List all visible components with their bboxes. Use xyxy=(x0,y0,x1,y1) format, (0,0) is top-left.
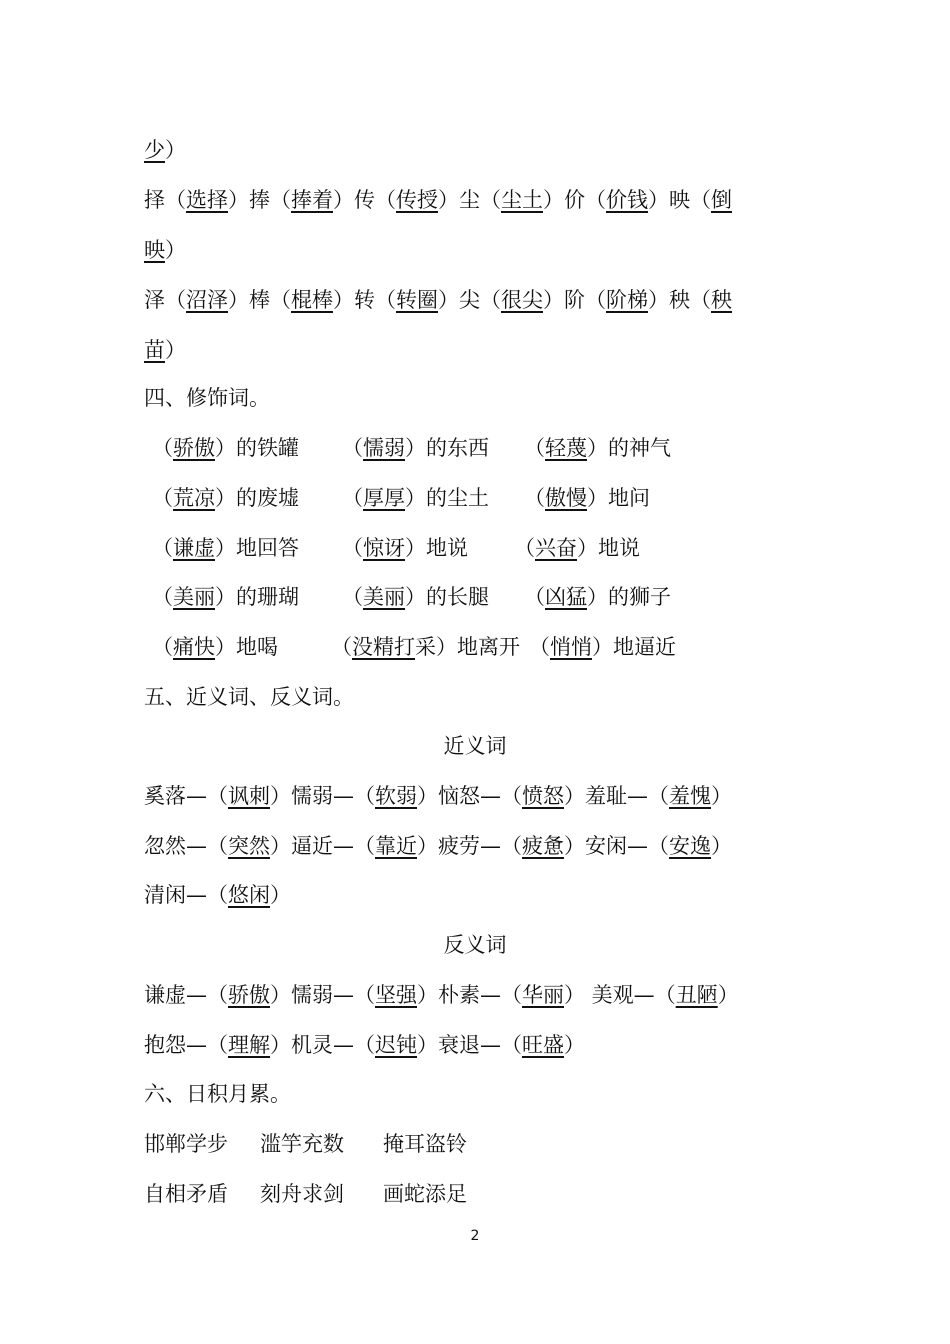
text-segment: ）疲劳—（ xyxy=(417,834,522,858)
text-segment: ）地回答 xyxy=(215,536,299,560)
text-segment: ）懦弱—（ xyxy=(270,784,375,808)
answer-word: 映 xyxy=(144,238,165,262)
pairs-line-4 xyxy=(144,330,186,370)
text-segment: 泽（ xyxy=(144,288,186,312)
pairs-line-0 xyxy=(144,130,186,170)
answer-word: 尘土 xyxy=(501,188,543,212)
answer-word: 沼泽 xyxy=(186,288,228,312)
text-segment: ）的尘土 xyxy=(405,486,489,510)
text-segment: （ xyxy=(342,436,363,460)
text-segment: （ xyxy=(342,536,363,560)
synonym-row-1 xyxy=(144,776,732,816)
answer-word: 旺盛 xyxy=(522,1033,564,1057)
idiom: 画蛇添足 xyxy=(383,1182,467,1206)
synonym-row-2 xyxy=(144,826,732,866)
text-segment: 抱怨—（ xyxy=(144,1033,228,1057)
answer-word: 悠闲 xyxy=(228,883,270,907)
answer-word: 愤怒 xyxy=(522,784,564,808)
text-segment: （ xyxy=(152,536,173,560)
text-segment: ）映（ xyxy=(648,188,711,212)
text-segment: ）地逼近 xyxy=(592,635,676,659)
text-segment: （ xyxy=(152,436,173,460)
answer-word: 美丽 xyxy=(363,585,405,609)
section4-heading: 四、修饰词。 xyxy=(144,386,270,410)
pairs-line-1 xyxy=(144,180,732,220)
text-segment: ） xyxy=(717,983,739,1007)
antonym-row-1 xyxy=(144,975,739,1015)
answer-word: 坚强 xyxy=(375,983,417,1007)
text-segment: （ xyxy=(152,486,173,510)
answer-word: 丑陋 xyxy=(675,983,718,1007)
text-segment: （ xyxy=(342,486,363,510)
text-segment: ）秧（ xyxy=(648,288,711,312)
answer-word: 很尖 xyxy=(501,288,543,312)
text-segment: ）价（ xyxy=(543,188,606,212)
text-segment: （ xyxy=(331,635,352,659)
text-segment: ）的铁罐 xyxy=(215,436,299,460)
answer-word: 迟钝 xyxy=(375,1033,417,1057)
answer-word: 苗 xyxy=(144,338,165,362)
answer-word: 傲慢 xyxy=(545,486,587,510)
text-segment: ）传（ xyxy=(333,188,396,212)
answer-word: 选择 xyxy=(186,188,228,212)
answer-word: 安逸 xyxy=(669,834,711,858)
text-segment: （ xyxy=(524,486,545,510)
answer-word: 秧 xyxy=(711,288,732,312)
text-segment: ） xyxy=(165,138,186,162)
text-segment: ）转（ xyxy=(333,288,396,312)
text-segment: （ xyxy=(514,536,535,560)
text-segment: （ xyxy=(152,585,173,609)
answer-word: 荒凉 xyxy=(173,486,215,510)
text-segment: ）安闲—（ xyxy=(564,834,669,858)
text-segment: ）机灵—（ xyxy=(270,1033,375,1057)
antonym-row-2 xyxy=(144,1025,585,1065)
answer-word: 悄悄 xyxy=(550,635,592,659)
page-number: 2 xyxy=(470,1228,480,1244)
text-segment: ）地说 xyxy=(405,536,468,560)
text-segment: ）的废墟 xyxy=(215,486,299,510)
text-segment: ）的神气 xyxy=(587,436,671,460)
pairs-line-2 xyxy=(144,230,186,270)
answer-word: 捧着 xyxy=(291,188,333,212)
text-segment: ）朴素—（ xyxy=(417,983,522,1007)
text-segment: ） xyxy=(270,883,291,907)
answer-word: 转圈 xyxy=(396,288,438,312)
answer-word: 阶梯 xyxy=(606,288,648,312)
idiom: 刻舟求剑 xyxy=(260,1182,344,1206)
text-segment: ）地喝 xyxy=(215,635,278,659)
text-segment: ）逼近—（ xyxy=(270,834,375,858)
answer-word: 突然 xyxy=(228,834,270,858)
text-segment: 择（ xyxy=(144,188,186,212)
text-segment: ）的狮子 xyxy=(587,585,671,609)
text-segment: ）的东西 xyxy=(405,436,489,460)
answer-word: 惊讶 xyxy=(363,536,405,560)
text-segment: 谦虚—（ xyxy=(144,983,228,1007)
text-segment: ） xyxy=(564,1033,585,1057)
text-segment: ）阶（ xyxy=(543,288,606,312)
text-segment: （ xyxy=(342,585,363,609)
text-segment: 清闲—（ xyxy=(144,883,228,907)
pairs-line-3 xyxy=(144,280,732,320)
text-segment: 奚落—（ xyxy=(144,784,228,808)
text-segment: ） 美观—（ xyxy=(564,983,676,1007)
answer-word: 厚厚 xyxy=(363,486,405,510)
answer-word: 懦弱 xyxy=(363,436,405,460)
text-segment: ）地问 xyxy=(587,486,650,510)
answer-word: 少 xyxy=(144,138,165,162)
text-segment: ）恼怒—（ xyxy=(417,784,522,808)
idiom: 滥竽充数 xyxy=(260,1132,344,1156)
text-segment: ）棒（ xyxy=(228,288,291,312)
text-segment: 采）地离开 xyxy=(415,635,520,659)
answer-word: 靠近 xyxy=(375,834,417,858)
answer-word: 疲惫 xyxy=(522,834,564,858)
answer-word: 骄傲 xyxy=(228,983,270,1007)
text-segment: （ xyxy=(524,585,545,609)
section6-heading: 六、日积月累。 xyxy=(144,1082,291,1106)
answer-word: 轻蔑 xyxy=(545,436,587,460)
answer-word: 软弱 xyxy=(375,784,417,808)
text-segment: ）尖（ xyxy=(438,288,501,312)
answer-word: 谦虚 xyxy=(173,536,215,560)
answer-word: 理解 xyxy=(228,1033,270,1057)
text-segment: （ xyxy=(152,635,173,659)
answer-word: 骄傲 xyxy=(173,436,215,460)
answer-word: 倒 xyxy=(711,188,732,212)
synonym-title: 近义词 xyxy=(443,734,507,758)
text-segment: ）的珊瑚 xyxy=(215,585,299,609)
text-segment: ）的长腿 xyxy=(405,585,489,609)
answer-word: 华丽 xyxy=(522,983,564,1007)
idiom: 自相矛盾 xyxy=(144,1182,228,1206)
text-segment: ） xyxy=(711,834,732,858)
antonym-title: 反义词 xyxy=(443,933,507,957)
text-segment: ） xyxy=(165,238,186,262)
answer-word: 凶猛 xyxy=(545,585,587,609)
text-segment: ） xyxy=(711,784,732,808)
text-segment: ） xyxy=(165,338,186,362)
idiom: 邯郸学步 xyxy=(144,1132,228,1156)
text-segment: （ xyxy=(529,635,550,659)
answer-word: 痛快 xyxy=(173,635,215,659)
answer-word: 讽刺 xyxy=(228,784,270,808)
answer-word: 羞愧 xyxy=(669,784,711,808)
answer-word: 兴奋 xyxy=(535,536,577,560)
text-segment: （ xyxy=(524,436,545,460)
text-segment: ）捧（ xyxy=(228,188,291,212)
synonym-row-3 xyxy=(144,875,291,915)
answer-word: 没精打 xyxy=(352,635,415,659)
text-segment: ）衰退—（ xyxy=(417,1033,522,1057)
text-segment: 忽然—（ xyxy=(144,834,228,858)
text-segment: ）懦弱—（ xyxy=(270,983,375,1007)
text-segment: ）羞耻—（ xyxy=(564,784,669,808)
text-segment: ）尘（ xyxy=(438,188,501,212)
section5-heading: 五、近义词、反义词。 xyxy=(144,685,354,709)
idiom: 掩耳盗铃 xyxy=(383,1132,467,1156)
answer-word: 美丽 xyxy=(173,585,215,609)
answer-word: 棍棒 xyxy=(291,288,333,312)
answer-word: 传授 xyxy=(396,188,438,212)
text-segment: ）地说 xyxy=(577,536,640,560)
answer-word: 价钱 xyxy=(606,188,648,212)
